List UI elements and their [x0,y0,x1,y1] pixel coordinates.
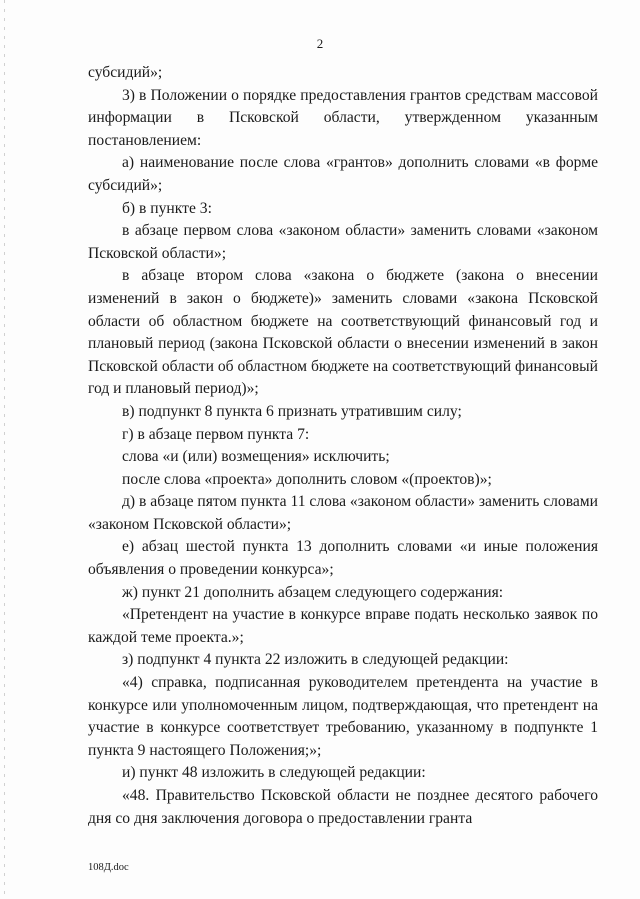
page-number: 2 [316,36,324,51]
paragraph: в абзаце первом слова «законом области» заменить словами «законом Псковской области»; [88,222,598,262]
scan-edge [4,0,5,899]
paragraph: «48. Правительство Псковской области не позднее десятого рабочего дня со дня заключения договора о предоставлении гранта [88,787,598,827]
paragraph: 3) в Положении о порядке предоставления грантов средствам массовой информации в Псковской области, утвержденном указанным постановлением: [88,86,598,149]
paragraph: ж) пункт 21 дополнить абзацем следующего содержания: [122,583,504,601]
paragraph: б) в пункте 3: [122,199,212,217]
paragraph: и) пункт 48 изложить в следующей редакции: [122,764,426,782]
paragraph: после слова «проекта» дополнить словом «(проектов)»; [122,470,492,488]
paragraph: субсидий»; [88,64,163,81]
paragraph: в) подпункт 8 пункта 6 признать утратившим силу; [122,402,462,420]
paragraph: а) наименование после слова «грантов» дополнить словами «в форме субсидий»; [88,154,598,194]
paragraph: «Претендент на участие в конкурсе вправе подать несколько заявок по каждой теме проекта.»; [88,606,598,646]
paragraph: «4) справка, подписанная руководителем претендента на участие в конкурсе или уполномоченным лицом, подтверждающая, что претендент на участие в конкурсе соответствует требованию, указанному в подпункте 1 пункта 9 настоящего Положения;»; [88,674,598,759]
paragraph: д) в абзаце пятом пункта 11 слова «законом области» заменить словами «законом Псковской области»; [88,493,598,533]
file-name-footer: 108Д.doc [88,862,129,873]
paragraph: слова «и (или) возмещения» исключить; [122,448,390,466]
document-body [88,62,598,830]
paragraph: в абзаце втором слова «закона о бюджете (закона о внесении изменений в закон о бюджете)» заменить словами «закона Псковской области об областном бюджете на соответствующий финансовый год и плановый период (закона Псковской области о внесении изменений в закон Псковской области об областном бюджете на соответствующий финансовый год и плановый период)»; [88,267,598,398]
paragraph: г) в абзаце первом пункта 7: [122,425,310,443]
paragraph: е) абзац шестой пункта 13 дополнить словами «и иные положения объявления о проведении конкурса»; [88,538,598,579]
paragraph: з) подпункт 4 пункта 22 изложить в следующей редакции: [122,651,509,669]
